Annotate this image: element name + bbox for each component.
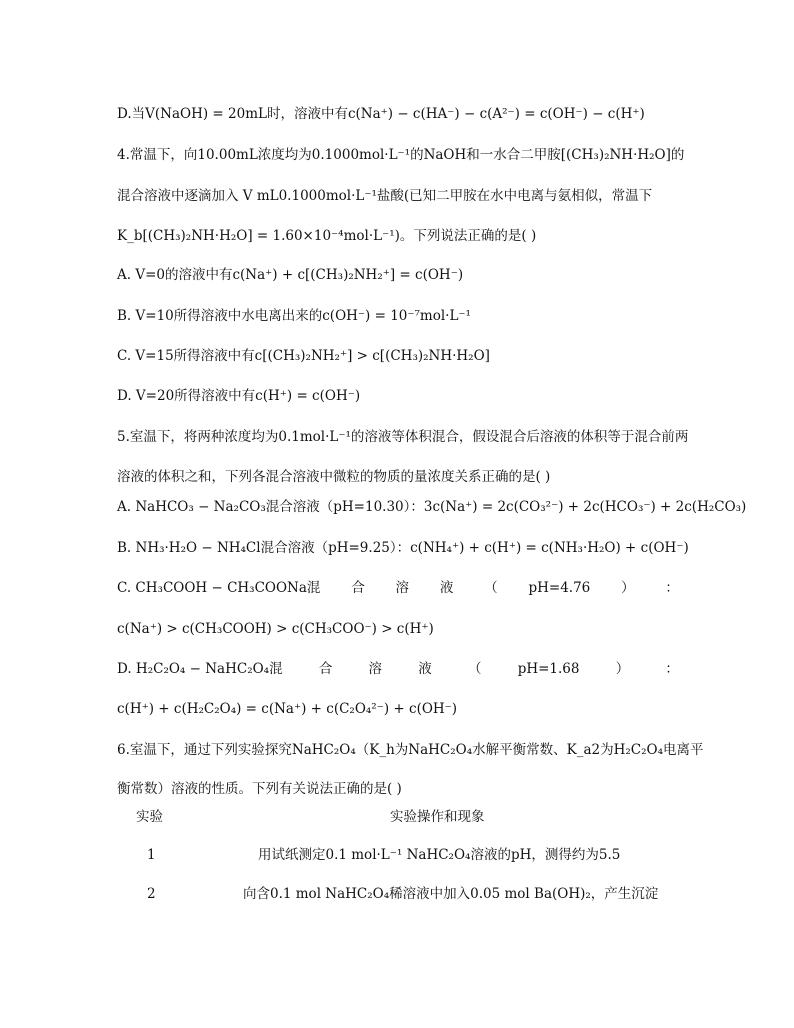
option-5c-part: pH=4.76 xyxy=(528,580,591,596)
table-row-1-number: 1 xyxy=(147,847,156,863)
question-4-line-2: 混合溶液中逐滴加入 V mL0.1000mol·L⁻¹盐酸(已知二甲胺在水中电离与氨相似，常温下 xyxy=(117,188,653,204)
option-5c-part: ） xyxy=(621,580,635,596)
question-6-line-1: 6.室温下，通过下列实验探究NaHC₂O₄（K_h为NaHC₂O₄水解平衡常数、K_a2为H₂C₂O₄电离平 xyxy=(117,742,704,758)
option-4a: A. V=0的溶液中有c(Na⁺) + c[(CH₃)₂NH₂⁺] = c(OH⁻) xyxy=(117,267,464,283)
option-5d-part: D. H₂C₂O₄ − NaHC₂O₄混 xyxy=(117,661,283,677)
option-5d-header xyxy=(117,659,679,679)
option-5c-part: 溶 xyxy=(395,580,410,596)
option-4d: D. V=20所得溶液中有c(H⁺) = c(OH⁻) xyxy=(117,388,361,404)
option-5d-part: pH=1.68 xyxy=(517,661,580,677)
option-5c-part: 液 xyxy=(439,580,454,596)
option-4b: B. V=10所得溶液中水电离出来的c(OH⁻) = 10⁻⁷mol·L⁻¹ xyxy=(117,308,471,324)
option-5d-part: （ xyxy=(467,661,482,677)
option-5c-part: 合 xyxy=(351,580,365,596)
table-header-experiment: 实验 xyxy=(136,809,163,825)
option-5b: B. NH₃·H₂O − NH₄Cl混合溶液（pH=9.25）：c(NH₄⁺) + c(H⁺) = c(NH₃·H₂O) + c(OH⁻) xyxy=(117,540,689,556)
option-5c-part: （ xyxy=(484,580,498,596)
option-5d-part: 溶 xyxy=(368,661,383,677)
option-d-q3: D.当V(NaOH) = 20mL时，溶液中有c(Na⁺) − c(HA⁻) − c(A²⁻) = c(OH⁻) − c(H⁺) xyxy=(117,106,645,122)
option-5a: A. NaHCO₃ − Na₂CO₃混合溶液（pH=10.30）：3c(Na⁺) = 2c(CO₃²⁻) + 2c(HCO₃⁻) + 2c(H₂CO₃) xyxy=(117,499,747,515)
option-5d-part: ： xyxy=(665,661,679,677)
option-5d-expression: c(H⁺) + c(H₂C₂O₄) = c(Na⁺) + c(C₂O₄²⁻) + c(OH⁻) xyxy=(117,701,458,717)
question-6-line-2: 衡常数）溶液的性质。下列有关说法正确的是( ) xyxy=(117,781,402,797)
option-5c-part: C. CH₃COOH − CH₃COONa混 xyxy=(117,580,321,596)
option-5d-part: ） xyxy=(615,661,630,677)
question-4-line-3: K_b[(CH₃)₂NH·H₂O] = 1.60×10⁻⁴mol·L⁻¹)。下列说法正确的是( ) xyxy=(117,228,537,244)
option-5d-part: 合 xyxy=(318,661,333,677)
table-row-2-text: 向含0.1 mol NaHC₂O₄稀溶液中加入0.05 mol Ba(OH)₂，产生沉淀 xyxy=(243,886,659,902)
question-5-line-1: 5.室温下，将两种浓度均为0.1mol·L⁻¹的溶液等体积混合，假设混合后溶液的体积等于混合前两 xyxy=(117,429,689,445)
option-5d-part: 液 xyxy=(418,661,432,677)
table-header-operation: 实验操作和现象 xyxy=(390,809,485,825)
option-4c: C. V=15所得溶液中有c[(CH₃)₂NH₂⁺] > c[(CH₃)₂NH·H₂O] xyxy=(117,348,490,364)
option-5c-header xyxy=(117,578,679,598)
option-5c-expression: c(Na⁺) > c(CH₃COOH) > c(CH₃COO⁻) > c(H⁺) xyxy=(117,621,434,637)
question-4-line-1: 4.常温下，向10.00mL浓度均为0.1000mol·L⁻¹的NaOH和一水合二甲胺[(CH₃)₂NH·H₂O]的 xyxy=(117,147,685,163)
option-5c-part: ： xyxy=(665,580,679,596)
question-5-line-2: 溶液的体积之和，下列各混合溶液中微粒的物质的量浓度关系正确的是( ) xyxy=(117,469,551,485)
table-row-1-text: 用试纸测定0.1 mol·L⁻¹ NaHC₂O₄溶液的pH，测得约为5.5 xyxy=(258,847,621,863)
table-row-2-number: 2 xyxy=(147,886,156,902)
